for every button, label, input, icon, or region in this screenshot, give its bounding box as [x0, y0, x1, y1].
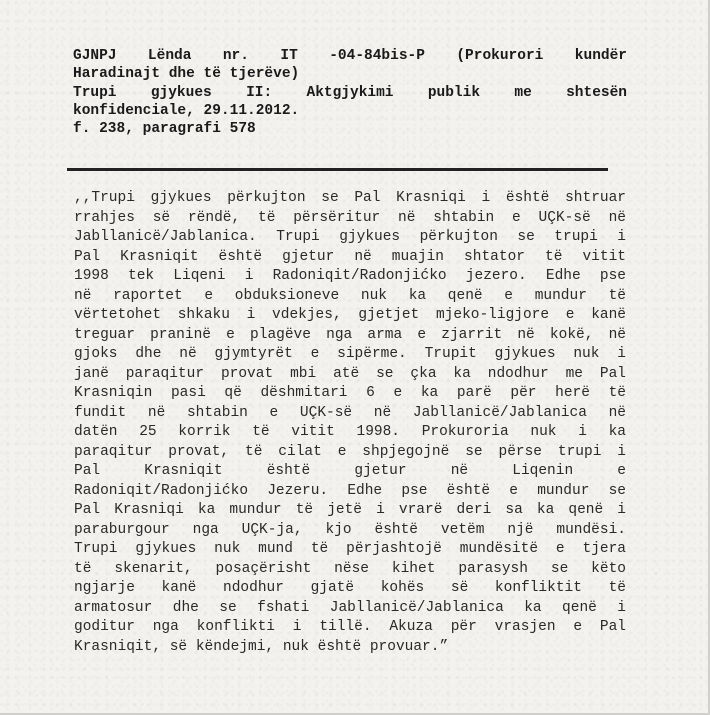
quote-line: gjoks dhe në gjymtyrët e sipërme. Trupit gjykues nuk i — [74, 346, 626, 362]
quote-line: Pal Krasniqi ka mundur të jetë i vrarë deri sa ka qenë i — [74, 502, 626, 518]
quote-line: datën 25 korrik të vitit 1998. Prokuroria nuk i ka — [74, 424, 626, 440]
citation-line-page: f. 238, paragrafi 578 — [73, 121, 256, 138]
quote-line: treguar praninë e plagëve nga arma e zjarrit në kokë, në — [74, 326, 626, 343]
quote-line: armatosur dhe se fshati Jabllanicë/Jablanica ka qenë i — [74, 599, 626, 616]
citation-line-chamber: Trupi gjykues II: Aktgjykimi publik me shtesën — [73, 84, 627, 101]
quote-line: janë paraqitur provat mbi atë se çka ka ndodhur me Pal — [74, 365, 626, 382]
quote-line: 1998 tek Liqeni i Radoniqit/Radonjićko jezero. Edhe pse — [74, 268, 626, 284]
quote-line: në raportet e obduksioneve nuk ka qenë e mundur të — [74, 287, 626, 304]
quote-line: paraqitur provat, të cilat e shpjegojnë se përse trupi i — [74, 443, 626, 460]
quoted-judgment-paragraph — [74, 189, 626, 657]
quote-line: Trupi gjykues nuk mund të përjashtojë mundësitë e tjera — [74, 541, 626, 557]
quote-line: ngjarje kanë ndodhur gjatë kohës së konfliktit të — [74, 580, 626, 596]
quote-line: rrahjes së rëndë, të përsëritur në shtabin e UÇK-së në — [74, 209, 626, 226]
citation-line-case: GJNPJ Lënda nr. IT -04-84bis-P (Prokurori kundër — [73, 48, 627, 64]
horizontal-divider — [67, 168, 608, 171]
citation-line-date: konfidenciale, 29.11.2012. — [73, 102, 300, 119]
quote-line: fundit në shtabin e UÇK-së në Jabllanicë/Jablanica në — [74, 404, 626, 421]
quote-line: paraburgour nga UÇK-ja, kjo është vetëm një mundësi. — [74, 521, 626, 538]
quote-line: të skenarit, posaçërisht nëse kihet parasysh se këto — [74, 560, 626, 577]
citation-header — [73, 47, 627, 138]
quote-line: ,,Trupi gjykues përkujton se Pal Krasniqi i është shtruar — [74, 190, 626, 206]
quote-line: Jabllanicë/Jablanica. Trupi gjykues përkujton se trupi i — [74, 229, 626, 245]
quote-line: Krasniqit, së këndejmi, nuk është provuar.” — [74, 638, 449, 655]
quote-line: Radoniqit/Radonjićko Jezeru. Edhe pse është e mundur se — [74, 482, 626, 499]
quote-line: goditur nga konflikti i tillë. Akuza për vrasjen e Pal — [74, 619, 626, 635]
quote-line: Pal Krasniqit është gjetur në Liqenin e — [74, 463, 626, 479]
quote-line: Krasniqin pasi që dëshmitari 6 e ka parë për herë të — [74, 385, 626, 401]
quote-line: vërtetohet shkaku i vdekjes, gjetjet mjeko-ligjore e kanë — [74, 307, 626, 323]
citation-line-parties: Haradinajt dhe të tjerëve) — [73, 66, 300, 83]
quote-line: Pal Krasniqit është gjetur në muajin shtator të vitit — [74, 248, 626, 265]
